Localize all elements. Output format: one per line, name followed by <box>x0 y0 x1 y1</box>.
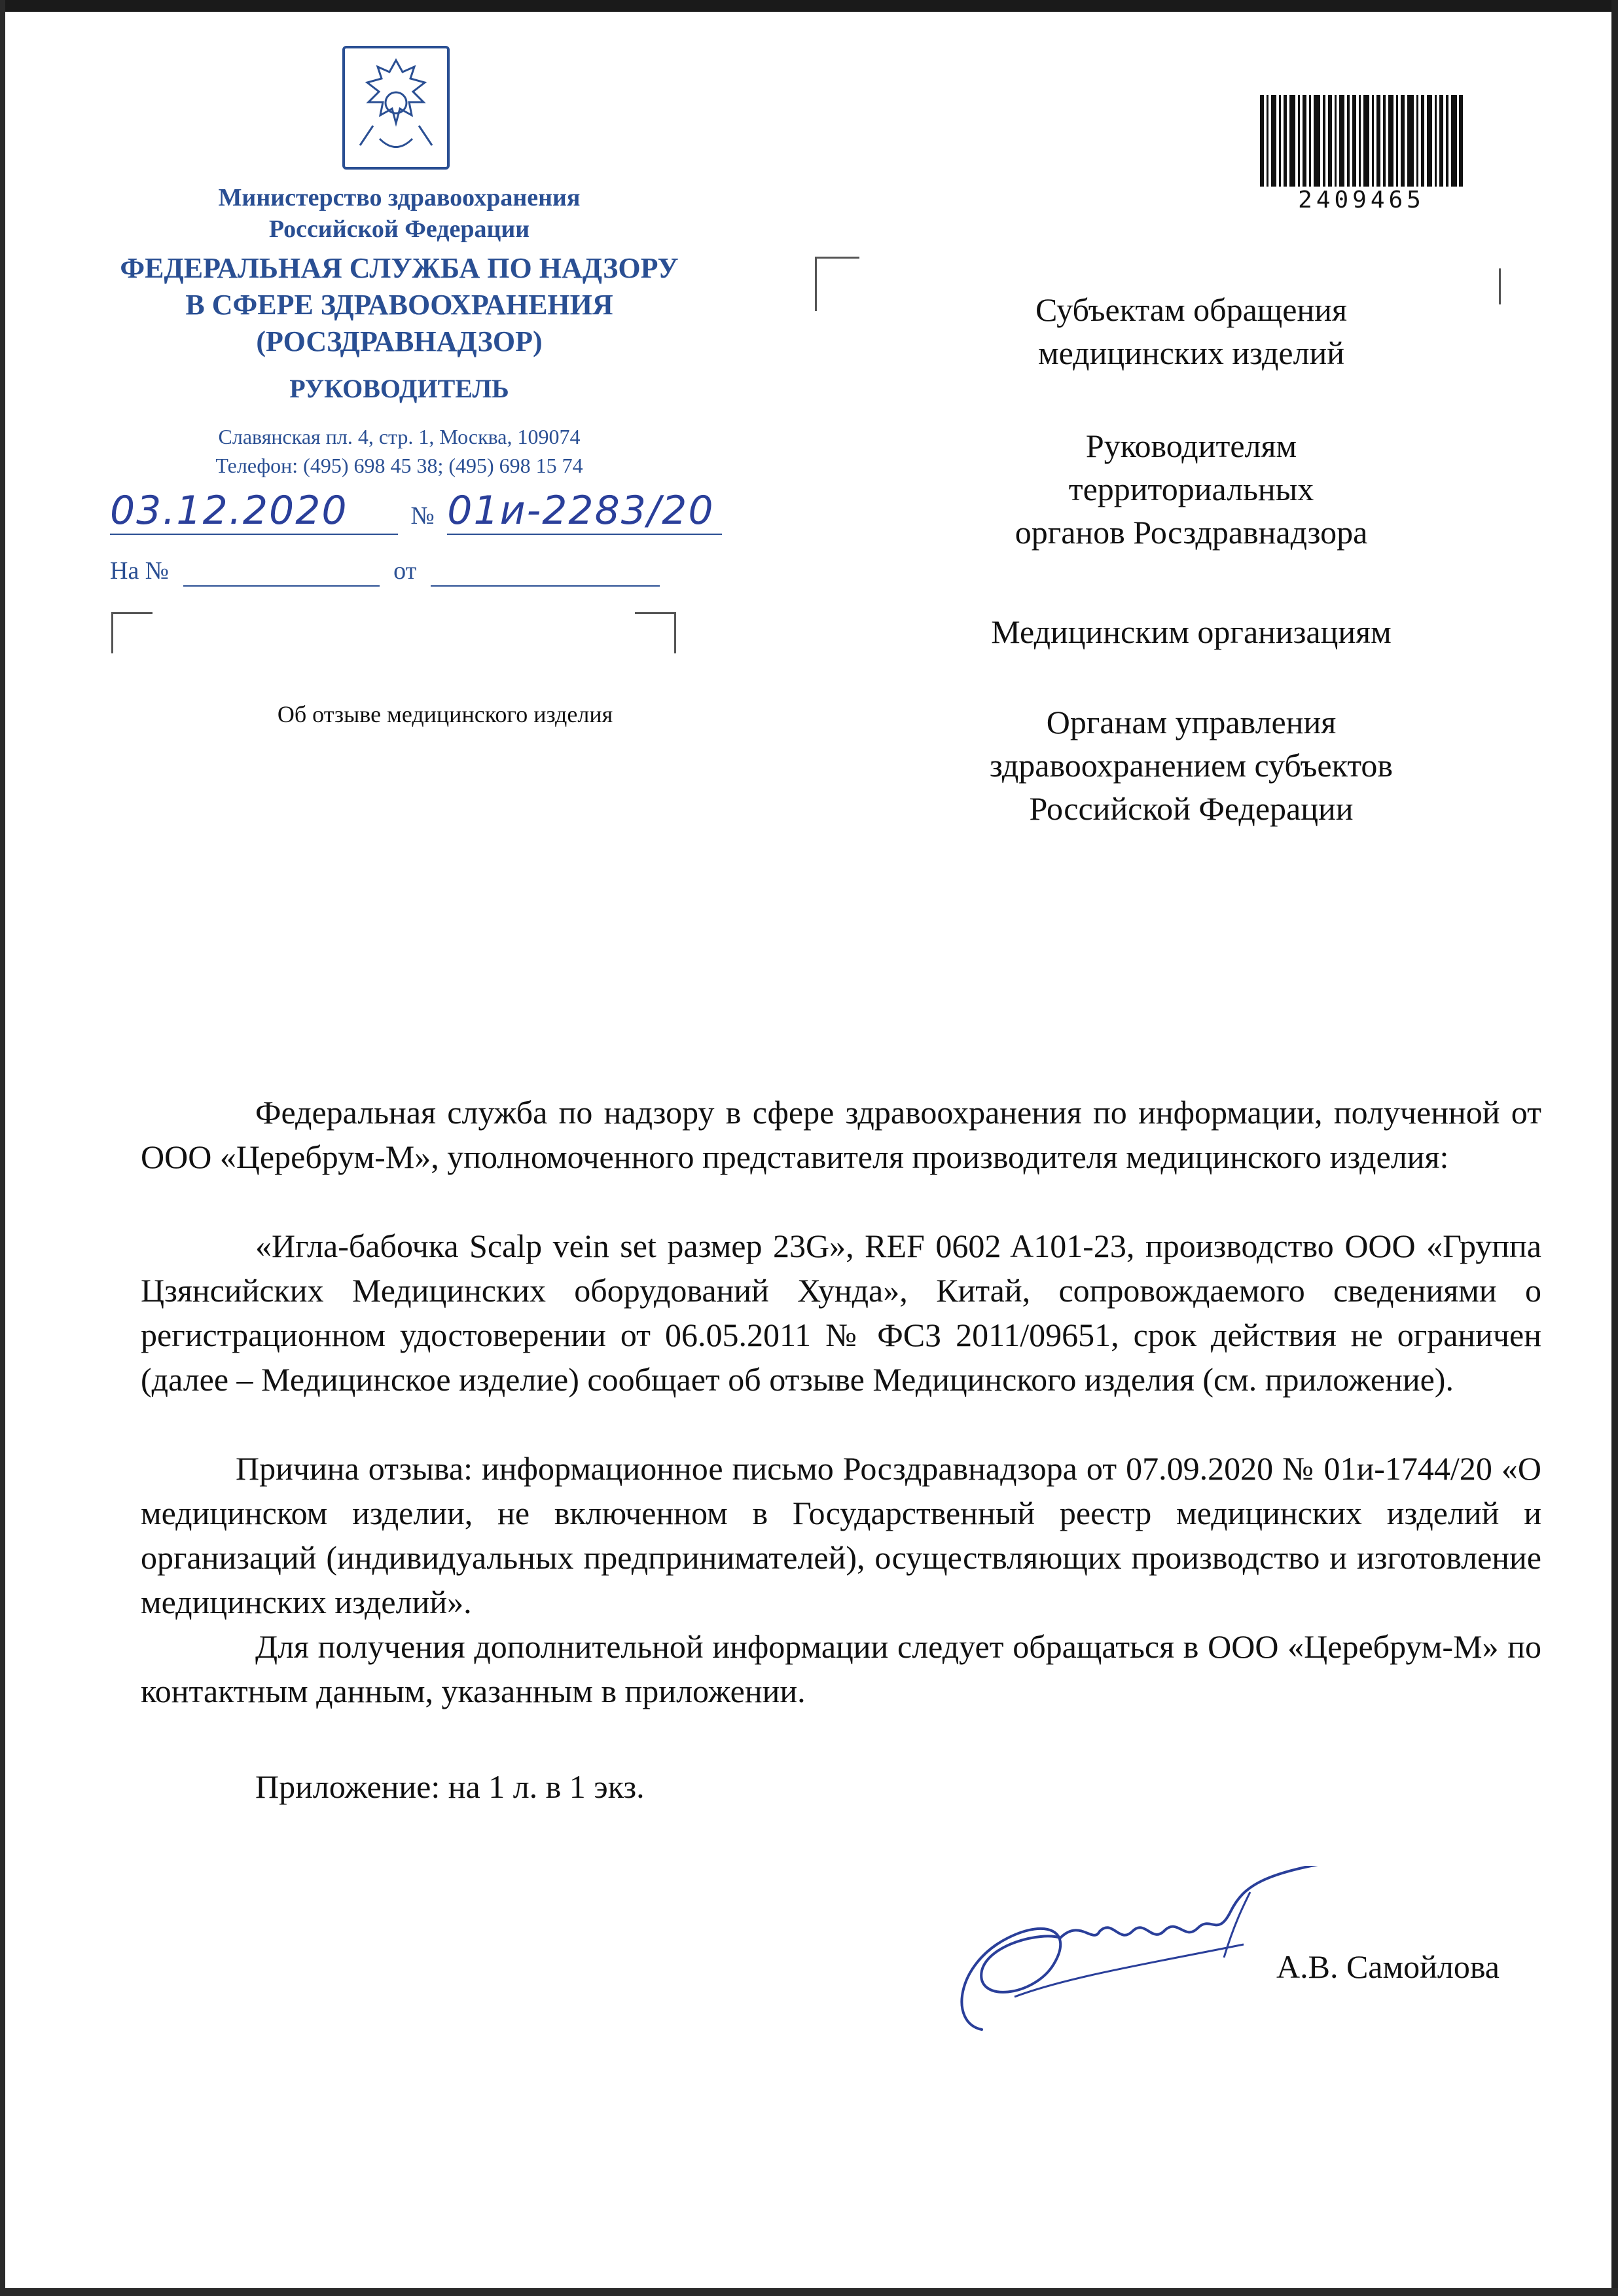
body-paragraph: Для получения дополнительной информации следует обращаться в ООО «Церебрум-М» по контактным данным, указанным в приложении. <box>141 1628 1541 1709</box>
scan-border-top <box>0 0 1618 12</box>
signer-name: А.В. Самойлова <box>1276 1948 1500 1985</box>
reference-from-label: от <box>393 557 417 585</box>
agency-line: В СФЕРЕ ЗДРАВООХРАНЕНИЯ <box>185 289 613 321</box>
addressee-block <box>897 610 1486 653</box>
addressee-line: здравоохранением субъектов <box>989 747 1393 784</box>
agency-line: ФЕДЕРАЛЬНАЯ СЛУЖБА ПО НАДЗОРУ <box>120 252 679 284</box>
registration-number: 01и-2283/20 <box>447 488 722 535</box>
ministry-line: Российской Федерации <box>268 215 530 243</box>
scan-border-left <box>0 0 5 2296</box>
addressee-line: Медицинским организациям <box>991 613 1392 650</box>
agency-address <box>118 422 681 480</box>
body-paragraph: Причина отзыва: информационное письмо Росздравнадзора от 07.09.2020 № 01и-1744/20 «О медицинском изделии, не включенном в Государственный реестр медицинских изделий и организаций (индивидуальных предпринимателей), осуществляющих производство и изготовление медицинских изделий». <box>141 1450 1541 1620</box>
barcode-number: 2409465 <box>1298 187 1425 213</box>
barcode-icon <box>1260 95 1463 190</box>
registration-date: 03.12.2020 <box>110 488 398 535</box>
reference-line <box>110 556 660 587</box>
addressee-block <box>897 701 1486 830</box>
addressee-line: Российской Федерации <box>1029 790 1354 827</box>
body-paragraph: Федеральная служба по надзору в сфере здравоохранения по информации, полученной от ООО «Церебрум-М», уполномоченного представителя производителя медицинского изделия: <box>141 1094 1541 1175</box>
addressee-line: территориальных <box>1068 471 1314 507</box>
agency-line: (РОСЗДРАВНАДЗОР) <box>256 325 543 357</box>
reference-label: На № <box>110 557 170 585</box>
letter-subject: Об отзыве медицинского изделия <box>277 701 613 727</box>
attachment-note: Приложение: на 1 л. в 1 экз. <box>255 1768 645 1805</box>
ministry-line: Министерство здравоохранения <box>218 184 581 211</box>
corner-mark <box>111 612 153 653</box>
number-sign: № <box>410 502 435 530</box>
addressee-block <box>897 288 1486 374</box>
addressee-line: Органам управления <box>1046 704 1337 740</box>
head-role: РУКОВОДИТЕЛЬ <box>289 374 509 403</box>
body-paragraph: «Игла-бабочка Scalp vein set размер 23G», REF 0602 A101-23, производство ООО «Группа Цзянсийских Медицинских оборудований Хунда», Китай, сопровождаемого сведениями о регистрационном удостоверении от 06.05.2011 № ФСЗ 2011/09651, срок действия не ограничен (далее – Медицинское изделие) сообщает об отзыве Медицинского изделия (см. приложение). <box>141 1228 1541 1398</box>
agency-name <box>79 250 720 360</box>
addressee-block <box>897 424 1486 554</box>
address-line: Славянская пл. 4, стр. 1, Москва, 109074 <box>218 425 581 448</box>
addressee-line: Субъектам обращения <box>1035 291 1347 328</box>
reference-number-blank <box>183 556 380 587</box>
scan-border-right <box>1611 0 1618 2296</box>
phone-line: Телефон: (495) 698 45 38; (495) 698 15 74 <box>215 454 583 477</box>
corner-mark <box>635 612 676 653</box>
addressee-line: органов Росздравнадзора <box>1015 514 1368 551</box>
ministry-name <box>118 182 681 245</box>
scan-border-bottom <box>0 2288 1618 2296</box>
addressee-line: медицинских изделий <box>1037 335 1345 371</box>
reference-date-blank <box>431 556 660 587</box>
registration-line <box>110 488 722 535</box>
corner-mark <box>815 257 859 311</box>
addressee-line: Руководителям <box>1085 428 1297 464</box>
coat-of-arms-icon <box>340 41 452 172</box>
